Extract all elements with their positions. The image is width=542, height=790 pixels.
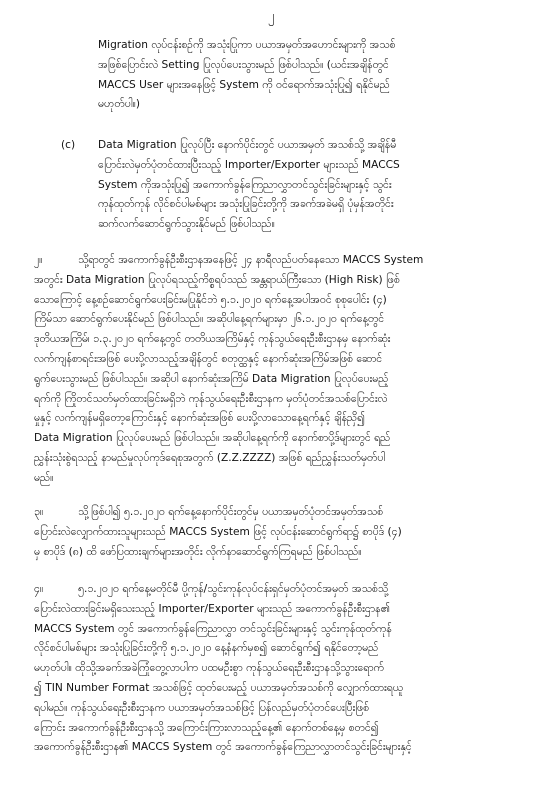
text-line: ကြိမ်သာ ဆောင်ရွက်ပေးနိုင်မည် ဖြစ်ပါသည်။ အဆိုပါနေ့ရက်များမှာ ၂၆.၁.၂၀၂၀ ရက်နေ့တွင် (34, 313, 385, 326)
text-line: ပြောင်းလဲမှတ်ပုံတင်ထားပြီးသည့် Importer/Exporter များသည် MACCS (98, 158, 400, 171)
text-line: သို့ဖြစ်ပါ၍ ၅.၁.၂၀၂၀ ရက်နေ့နောက်ပိုင်းတွင်မှ ပယာအမှတ်ပုံတင်အမှတ်အသစ် (78, 506, 384, 518)
text-line: MACCS System တွင် အကောက်ခွန်ကြေညာလွှာ တင်သွင်းခြင်းများနှင့် သွင်းကုန်ထုတ်ကုန် (34, 622, 392, 635)
text-line: ရက်ကို ကြိုတင်သတ်မှတ်ထားခြင်းမရှိဘဲ ကုန်သွယ်ရေးဦးစီးဌာနက မှတ်ပုံတင်အသစ်ပြောင်းလဲ (34, 392, 388, 405)
page-number: ၂ (267, 9, 275, 24)
text-line: သောကြောင့် နေ့စဉ်ဆောင်ရွက်ပေးခြင်းမပြုနိုင်ဘဲ ၅.၁.၂၀၂၀ ရက်နေ့အပါအဝင် စုစုပေါင်း (၄) (34, 293, 387, 306)
item-c-label: (c) (61, 139, 76, 151)
paragraph-3-number: ၃။ (34, 506, 44, 518)
text-line: ညွှန်းသုံးစွဲရသည့် နာမည်မှုလုပ်ကုဒ်ရေစုအတွက် (Z.Z.ZZZZ) အဖြစ် ရည်ညွှန်းသတ်မှတ်ပါ (34, 451, 386, 464)
paragraph-3-text (34, 503, 500, 562)
paragraph-2-text (34, 251, 500, 489)
text-line: မှုနှင့် လက်ကျန်မရှိတော့ကြောင်းနှင့် နောက်ဆုံးအဖြစ် ပေးပို့လာသောနေ့ရက်နှင့် ချိန်ညှိ၍ (34, 412, 366, 425)
text-line: ဆက်လက်ဆောင်ရွက်သွားနိုင်မည် ဖြစ်ပါသည်။ (98, 218, 275, 231)
text-line: MACCS User များအနေဖြင့် System ကို ဝင်ရောက်အသုံးပြု၍ ရနိုင်မည် (98, 78, 390, 91)
text-line: ကြောင်း အကောက်ခွန်ဦးစီးဌာနသို့ အကြောင်းကြားလာသည့်နေ့၏ နောက်တစ်နေ့မှ စတင်၍ (34, 721, 379, 734)
text-line: ကုန်ထုတ်ကုန် လိုင်စင်ပါမစ်များ အသုံးပြုခြင်းတို့ကို အခက်အခဲမရှိ ပုံမှန်အတိုင်း (98, 198, 394, 211)
text-line: ပြောင်းလဲထားခြင်းမရှိသေးသည့် Importer/Exporter များသည် အကောက်ခွန်ဦးစီးဌာန၏ (34, 602, 390, 615)
text-line: ၍ TIN Number Format အသစ်ဖြင့် ထုတ်ပေးမည့် ပယာအမှတ်အသစ်ကို လျှောက်ထားရယူ (34, 681, 404, 694)
text-line: မဟုတ်ပါ။) (98, 98, 140, 111)
text-line: လက်ကျန်စာရင်းအဖြစ် ပေးပို့လာသည့်အချိန်တွင် စတုတ္ထနှင့် နောက်ဆုံးအကြိမ်အဖြစ် ဆောင် (34, 352, 383, 365)
item-c-text (98, 136, 500, 235)
text-line: အတွင်း Data Migration ပြုလုပ်ရသည့်ကိစ္စရပ်သည် အန္တရာယ်ကြီးသော (High Risk) ဖြစ် (34, 273, 400, 286)
text-line: သို့ရာတွင် အကောက်ခွန်ဦးစီးဌာနအနေဖြင့် ၂၄ နာရီလည်ပတ်နေသော MACCS System (78, 254, 424, 266)
text-line: Data Migration ပြုလုပ်ပေးမည် ဖြစ်ပါသည်။ အဆိုပါနေ့ရက်ကို နောက်စာပို့ဒ်များတွင် ရည် (34, 432, 391, 445)
text-line: System ကိုအသုံးပြု၍ အကောက်ခွန်ကြေညာလွှာတင်သွင်းခြင်းများနှင့် သွင်း (98, 178, 392, 191)
text-line: ရွက်ပေးသွားမည် ဖြစ်ပါသည်။ အဆိုပါ နောက်ဆုံးအကြိမ် Data Migration ပြုလုပ်ပေးမည့် (34, 372, 389, 385)
item-b-continued (98, 36, 500, 115)
paragraph-2-number: ၂။ (34, 254, 43, 266)
paragraph-4-number: ၄။ (34, 583, 44, 595)
text-line: အဖြစ်ပြောင်းလဲ Setting ပြုလုပ်ပေးသွားမည် ဖြစ်ပါသည်။ (ယင်းအချိန်တွင် (98, 58, 389, 71)
text-line: ရပါမည်။ ကုန်သွယ်ရေးဦးစီးဌာနက ပယာအမှတ်အသစ်ဖြင့် ပြန်လည်မှတ်ပုံတင်ပေးပြီးဖြစ် (34, 701, 370, 714)
text-line: မှ စာပိုဒ် (၈) ထိ ဖော်ပြထားချက်များအတိုင်း လိုက်နာဆောင်ရွက်ကြရမည် ဖြစ်ပါသည်။ (34, 545, 362, 558)
paragraph-4-text (34, 580, 500, 758)
text-line: အကောက်ခွန်ဦးစီးဌာန၏ MACCS System တွင် အကောက်ခွန်ကြေညာလွှာတင်သွင်းခြင်းများနှင့် (34, 741, 412, 754)
text-line: ၅.၁.၂၀၂၀ ရက်နေ့မတိုင်မီ ပို့ကုန်/သွင်းကုန်လုပ်ငန်းရှင်မှတ်ပုံတင်အမှတ် အသစ်သို့ (78, 583, 389, 595)
text-line: လိုင်စင်ပါမစ်များ အသုံးပြုခြင်းတို့ကို ၅.၁.၂၀၂၀ နေ့နံနက်မှစ၍ ဆောင်ရွက်၍ ရနိုင်တော့မည် (34, 642, 379, 655)
text-line: မဟုတ်ပါ။ ထိုသို့အခက်အခဲကြုံတွေ့လာပါက ပထမဦးစွာ ကုန်သွယ်ရေးဦးစီးဌာနသို့သွားရောက် (34, 662, 385, 675)
text-line: ပြောင်းလဲလျှောက်ထားသူများသည် MACCS System ဖြင့် လုပ်ငန်းဆောင်ရွက်ရာ၌ စာပိုဒ် (၄) (34, 525, 402, 538)
text-line: မည်။ (34, 471, 54, 484)
text-line: Data Migration ပြုလုပ်ပြီး နောက်ပိုင်းတွင် ပယာအမှတ် အသစ်သို့ အချိန်မီ (98, 139, 397, 151)
text-line: ဒုတိယအကြိမ်၊ ၁.၃.၂၀၂၀ ရက်နေ့တွင် တတိယအကြိမ်နှင့် ကုန်သွယ်ရေးဦးစီးဌာနမှ နောက်ဆုံး (34, 333, 391, 346)
text-line: Migration လုပ်ငန်းစဉ်ကို အသုံးပြုကာ ပယာအမှတ်အဟောင်းများကို အသစ် (98, 39, 396, 51)
